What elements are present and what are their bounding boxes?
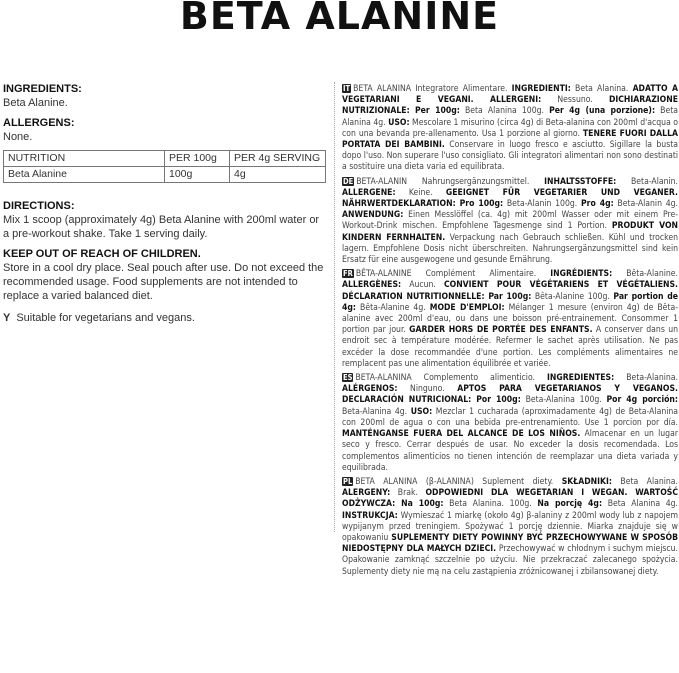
polish-block: PL BETA ALANINA (β-ALANINA) Suplement diety. SKŁADNIKI: Beta Alanina. ALERGENY: Brak. ODPOWIEDNI DLA WEGETARIAN I WEGAN. WARTOŚĆ ODŻYWCZA: Na 100g: Beta Alanina. 100g. Na porcję 4g: Beta Alanina 4g. INSTRUKCJA: Wymieszać 1 miarkę (około 4g) β-alaniny z 200ml wody lub z napojem wypijanym przed treningiem. Spożywać 1 porcję dziennie. Miarka znajduje się w opakowaniu SUPLEMENTY DIETY POWINNY BYĆ PRZECHOWYWANE W SPOSÓB NIEDOSTĘPNY DLA MAŁYCH DZIECI. Przechowywać w chłodnym i suchym miejscu. Opakowanie zamknąć szczelnie po użyciu. Nie przekraczać zalecanego spożycia. Suplementy diety nie mą na celu zastąpienia zróżnicowanej i zbilansowanej diety.	[342, 476, 679, 577]
table-cell: 4g	[230, 167, 326, 183]
allergens-heading: ALLERGENS:	[3, 117, 75, 129]
table-header-cell: PER 100g	[165, 151, 230, 167]
directions-text: Mix 1 scoop (approximately 4g) Beta Alanine with 200ml water or a pre-workout shake. Take 1 serving daily.	[3, 214, 320, 240]
table-cell: Beta Alanine	[4, 167, 165, 183]
germany-flag-icon: DE	[343, 176, 354, 186]
italian-block: IT BETA ALANINA Integratore Alimentare. INGREDIENTI: Beta Alanina. ADATTO A VEGETARIANI E VEGANI. ALLERGENI: Nessuno. DICHIARAZIONE NUTRIZIONALE: Per 100g: Beta Alanina 100g. Per 4g (una porzione): Beta Alanina 4g. USO: Mescolare 1 misurino (circa 4g) di Beta-alanina con 200ml d'acqua o con una bevanda pre-allenamento. Usa 1 porzione al giorno. TENERE FUORI DALLA PORTATA DEI BAMBINI. Conservare in luogo fresco e asciutto. Sigillare la busta dopo l'uso. Non superare l'uso consigliato. Gli integratori alimentari non sono destinati a sostituire una dieta varia ed equilibrata.	[342, 84, 679, 173]
table-row	[4, 167, 326, 183]
france-flag-icon: FR	[343, 269, 353, 279]
italy-flag-icon: IT	[343, 84, 351, 93]
storage-text: Store in a cool dry place. Seal pouch after use. Do not exceed the recommended usage. Food supplements are not intended to replace a varied balanced diet.	[3, 262, 324, 302]
column-divider	[334, 82, 335, 532]
ingredients-text: Beta Alanine.	[3, 97, 68, 109]
directions-heading: DIRECTIONS:	[3, 200, 75, 212]
table-header-cell: NUTRITION	[4, 151, 165, 167]
nutrition-table	[3, 150, 326, 183]
poland-flag-icon: PL	[343, 476, 353, 486]
vegan-leaf-icon: Y	[3, 312, 11, 324]
left-column	[3, 82, 325, 325]
page-title: BETA ALANINE	[179, 0, 500, 38]
ingredients-heading: INGREDIENTS:	[3, 83, 82, 95]
allergens-text: None.	[3, 131, 33, 143]
vegan-note	[3, 311, 325, 325]
vegan-text: Suitable for vegetarians and vegans.	[16, 312, 195, 324]
spanish-block: ES BETA-ALANINA Complemento alimenticio. INGREDIENTES: Beta-Alanina. ALÉRGENOS: Ninguno. APTOS PARA VEGETARIANOS Y VEGANOS. DECLARACIÓN NUTRICIONAL: Por 100g: Beta-Alanina 100g. Por 4g porción: Beta-Alanina 4g. USO: Mezclar 1 cucharada (aproximadamente 4g) de Beta-Alanina con 200ml de agua o con una bebida pre-entrenamiento. Use 1 porcion por día. MANTÉNGANSE FUERA DEL ALCANCE DE LOS NIÑOS. Almacenar en un lugar seco y fresco. Cerrar después de usar. No exceder la dosis recomendada. Los complementos alimenticios no tienen intención de reemplazar una dieta variada y equilibrada.	[342, 373, 679, 473]
multilingual-column	[342, 84, 678, 581]
french-block: FR BÊTA-ALANINE Complément Alimentaire. INGRÉDIENTS: Bêta-Alanine. ALLERGÈNES: Aucun. CONVIENT POUR VÉGÉTARIENS ET VÉGÉTALIENS. DÉCLARATION NUTRITIONNELLE: Par 100g: Bêta-Alanine 100g. Par portion de 4g: Bêta-Alanine 4g. MODE D'EMPLOI: Mélanger 1 mesure (environ 4g) de Bêta-alanine avec 200ml d'eau, ou dans une boisson pré-entrainement. Consommer 1 portion par jour. GARDER HORS DE PORTÉE DES ENFANTS. A conserver dans un endroit sec à température modérée. Refermer le sachet après utilisation. Ne pas excéder la dose recommandée d'une portion. Les compléments alimentaires ne remplacent pas une alimentation équilibrée et variée.	[342, 269, 679, 369]
german-block: DE BETA-ALANIN Nahrungsergänzungsmittel. INHALTSSTOFFE: Beta-Alanin. ALLERGENE: Keine. GEEIGNET FÜR VEGETARIER UND VEGANER. NÄHRWERTDEKLARATION: Pro 100g: Beta-Alanin 100g. Pro 4g: Beta-Alanin 4g. ANWENDUNG: Einen Messlöffel (ca. 4g) mit 200ml Wasser oder mit einem Pre-Workout-Drink mischen. Empfohlene Tagesmenge sind 1 Portion. PRODUKT VON KINDERN FERNHALTEN. Verpackung nach Gebrauch schließen. Kühl und trocken lagern. Empfohlene Dosis nicht überschreiten. Nahrungsergänzungsmittel sind kein Ersatz für eine ausgewogene und gesunde Ernährung.	[342, 176, 679, 266]
table-header-row	[4, 151, 326, 167]
table-header-cell: PER 4g SERVING	[230, 151, 326, 167]
spain-flag-icon: ES	[343, 373, 353, 383]
table-cell: 100g	[165, 167, 230, 183]
warning-heading: KEEP OUT OF REACH OF CHILDREN.	[3, 248, 201, 260]
